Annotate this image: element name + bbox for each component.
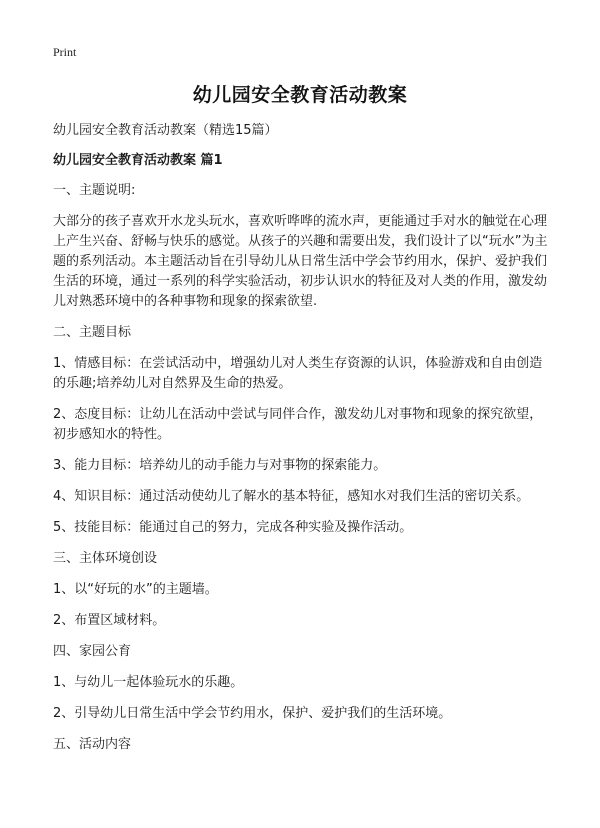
- paragraph-env-1: 1、以“好玩的水”的主题墙。: [53, 582, 218, 597]
- document-body: [53, 121, 552, 766]
- paragraph-heading-2: 二、主题目标: [53, 325, 132, 340]
- paragraph-goal-4: 4、知识目标：通过活动使幼儿了解水的基本特征，感知水对我们生活的密切关系。: [53, 489, 530, 504]
- paragraph-heading-5: 五、活动内容: [53, 737, 132, 752]
- paragraph-heading-3: 三、主体环境创设: [53, 551, 158, 566]
- paragraph-home-2: 2、引导幼儿日常生活中学会节约用水，保护、爱护我们的生活环境。: [53, 706, 452, 721]
- paragraph-home-1: 1、与幼儿一起体验玩水的乐趣。: [53, 675, 244, 690]
- document-subtitle: 幼儿园安全教育活动教案（精选15篇）: [53, 123, 278, 138]
- print-label: Print: [53, 45, 77, 59]
- section-heading: 幼儿园安全教育活动教案 篇1: [53, 153, 223, 168]
- paragraph-intro: 大部分的孩子喜欢开水龙头玩水，喜欢听哗哗的流水声，更能通过手对水的触觉在心理上产生兴奋、舒畅与快乐的感觉。从孩子的兴趣和需要出发，我们设计了以“玩水”为主题的系列活动。本主题活动旨在引导幼儿从日常生活中学会节约用水，保护、爱护我们生活的环境，通过一系列的科学实验活动，初步认识水的特征及对人类的作用，激发幼儿对熟悉环境中的各种事物和现象的探索欲望.: [53, 214, 548, 309]
- paragraph-goal-3: 3、能力目标：培养幼儿的动手能力与对事物的探索能力。: [53, 458, 387, 473]
- paragraph-env-2: 2、布置区域材料。: [53, 613, 166, 628]
- paragraph-goal-5: 5、技能目标：能通过自己的努力，完成各种实验及操作活动。: [53, 520, 413, 535]
- paragraph-goal-1: 1、情感目标：在尝试活动中，增强幼儿对人类生存资源的认识，体验游戏和自由创造的乐趣;培养幼儿对自然界及生命的热爱。: [53, 356, 543, 391]
- document-title: 幼儿园安全教育活动教案: [192, 84, 408, 106]
- paragraph-heading-1: 一、主题说明:: [53, 183, 136, 198]
- paragraph-goal-2: 2、态度目标：让幼儿在活动中尝试与同伴合作，激发幼儿对事物和现象的探究欲望，初步感知水的特性。: [53, 407, 543, 442]
- paragraph-heading-4: 四、家园公育: [53, 644, 132, 659]
